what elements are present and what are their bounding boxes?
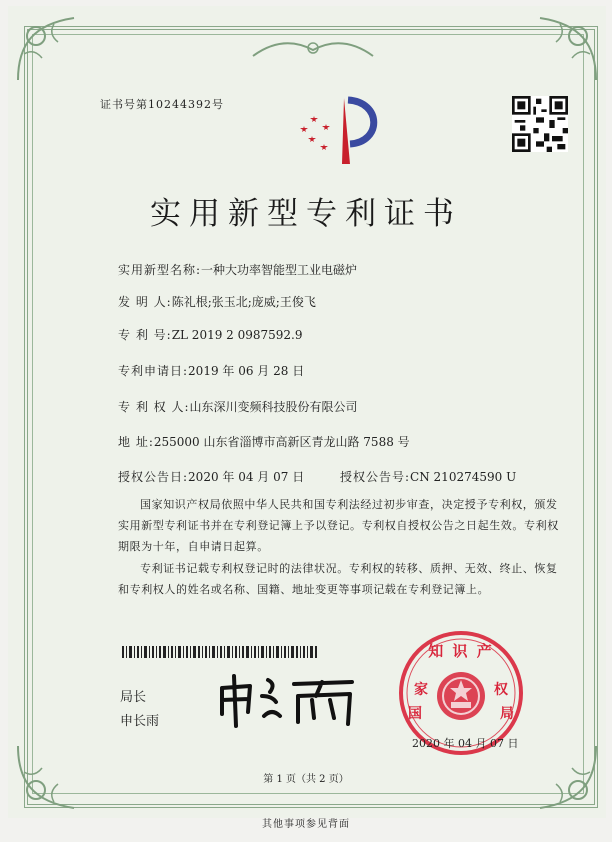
official-title: 局长 [120, 690, 147, 705]
certificate-title: 实用新型专利证书 [150, 196, 462, 232]
utility-name-row: 实用新型名称:一种大功率智能型工业电磁炉 [118, 263, 358, 277]
svg-text:家: 家 [414, 682, 428, 698]
address-value: 255000 山东省淄博市高新区青龙山路 7588 号 [153, 435, 410, 449]
address-row: 地 址:255000 山东省淄博市高新区青龙山路 7588 号 [118, 435, 410, 449]
patentee-row: 专 利 权 人:山东深川变频科技股份有限公司 [118, 400, 358, 414]
corner-ornament-icon [14, 14, 84, 84]
certificate-number: 证书号第10244392号 [100, 98, 224, 111]
qr-code-icon [512, 96, 568, 152]
footer-note: 其他事项参见背面 [262, 819, 350, 830]
handwritten-signature-icon [212, 670, 362, 730]
inventor-value: 陈礼根;张玉北;庞威;王俊飞 [171, 295, 316, 309]
inventor-row: 发 明 人:陈礼根;张玉北;庞威;王俊飞 [118, 295, 316, 309]
svg-text:权: 权 [494, 682, 508, 698]
seal-date: 2020 年 04 月 07 日 [412, 737, 519, 750]
top-scroll-ornament-icon [248, 36, 378, 62]
corner-ornament-icon [530, 14, 600, 84]
svg-text:国: 国 [408, 706, 422, 722]
barcode-icon [122, 646, 318, 658]
application-date-value: 2019 年 06 月 28 日 [188, 364, 305, 378]
official-name: 申长雨 [120, 714, 160, 729]
application-date-row: 专利申请日:2019 年 06 月 28 日 [118, 364, 305, 378]
grant-number-row: 授权公告号:CN 210274590 U [340, 470, 517, 484]
page-number: 第 1 页（共 2 页） [263, 774, 349, 785]
body-paragraph-1: 国家知识产权局依照中华人民共和国专利法经过初步审查，决定授予专利权，颁发实用新型专利证书并在专利登记簿上予以登记。专利权自授权公告之日起生效。专利权期限为十年，自申请日起算。 [118, 498, 559, 553]
patentee-value: 山东深川变频科技股份有限公司 [189, 400, 358, 414]
grant-date-row: 授权公告日:2020 年 04 月 07 日 [118, 470, 305, 484]
patent-number-value: ZL 2019 2 0987592.9 [171, 328, 303, 342]
grant-number-value: CN 210274590 U [410, 470, 517, 484]
grant-date-value: 2020 年 04 月 07 日 [188, 470, 305, 484]
utility-name-value: 一种大功率智能型工业电磁炉 [201, 263, 358, 277]
cnipa-logo-icon [292, 92, 384, 172]
svg-text:局: 局 [500, 706, 514, 722]
svg-text:知 识 产: 知 识 产 [428, 642, 494, 660]
body-paragraph-2: 专利证书记载专利权登记时的法律状况。专利权的转移、质押、无效、终止、恢复和专利权人的姓名或名称、国籍、地址变更等事项记载在专利登记簿上。 [118, 562, 558, 596]
patent-number-row: 专 利 号:ZL 2019 2 0987592.9 [118, 328, 303, 342]
